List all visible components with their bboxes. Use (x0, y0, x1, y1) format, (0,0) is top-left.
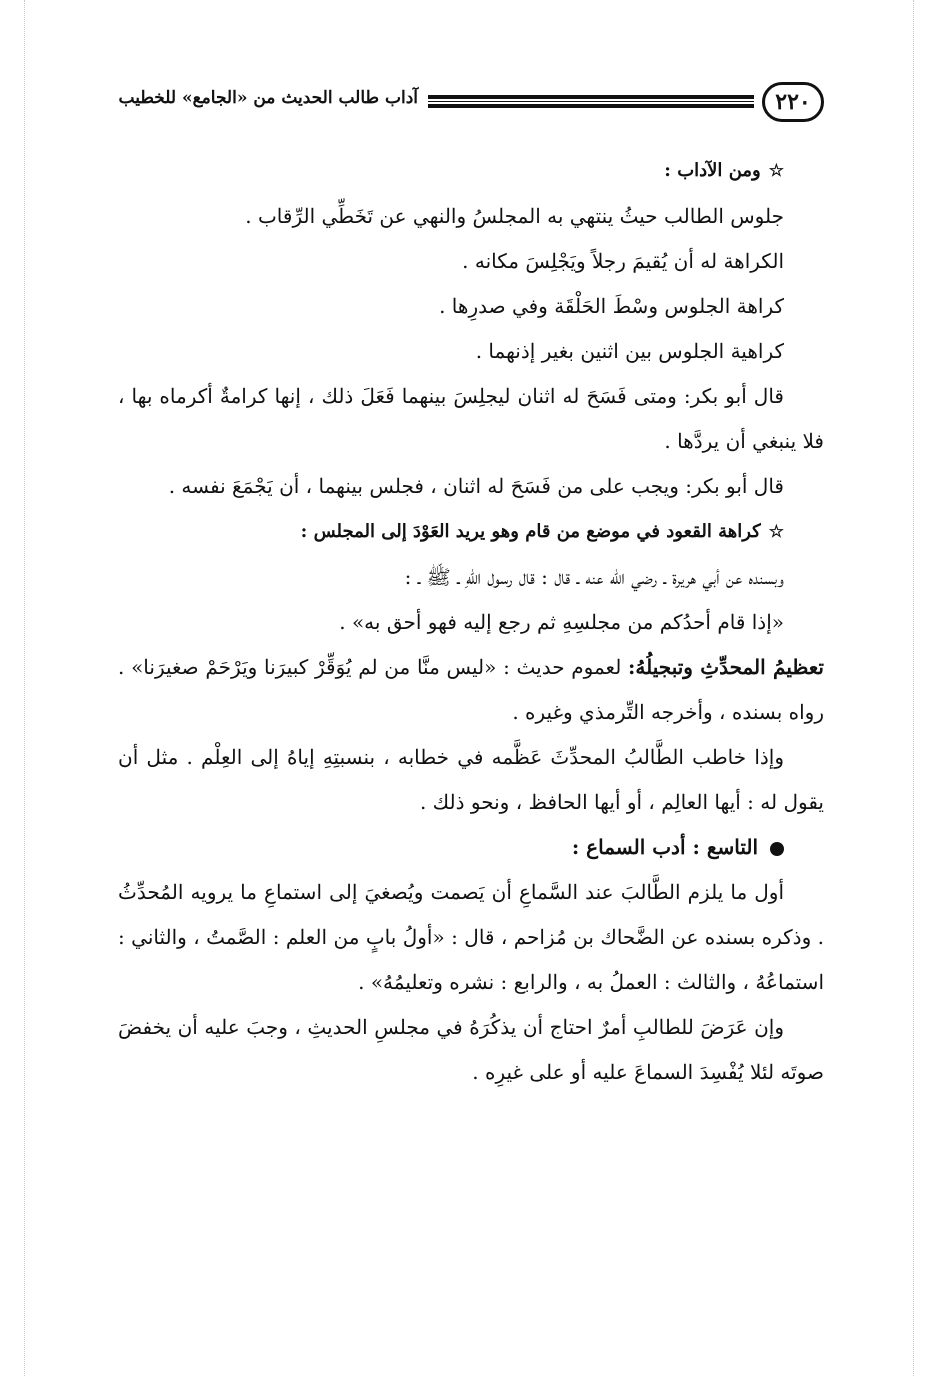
paragraph: كراهة الجلوس وسْطَ الحَلْقَة وفي صدرِها . (439, 294, 784, 318)
scan-edge-right (913, 0, 914, 1376)
paragraph: كراهية الجلوس بين اثنين بغير إذنهما . (475, 339, 784, 363)
paragraph: جلوس الطالب حيثُ ينتهي به المجلسُ والنهي عن تَخَطِّي الرِّقاب . (245, 204, 784, 228)
page-number: ٢٢٠ (762, 82, 824, 122)
page-header (118, 82, 824, 128)
page-body (118, 148, 824, 1095)
header-rule (428, 95, 754, 108)
hadith-quote: «إذا قام أحدُكم من مجلسِهِ ثم رجع إليه فهو أحق به» . (339, 610, 784, 634)
paragraph: وإن عَرَضَ للطالبِ أمرٌ احتاج أن يذكُرَهُ في مجلسِ الحديثِ ، وجبَ عليه أن يخفضَ صوتَه لئلا يُفْسِدَ السماعَ عليه أو على غيرِه . (118, 1015, 824, 1084)
paragraph: قال أبو بكر: ومتى فَسَحَ له اثنان ليجلِسَ بينهما فَعَلَ ذلك ، إنها كرامةٌ أكرماه بها ، فلا ينبغي أن يردَّها . (118, 384, 824, 453)
bullet-icon (770, 842, 784, 856)
paragraph: قال أبو بكر: ويجب على من فَسَحَ له اثنان ، فجلس بينهما ، أن يَجْمَعَ نفسه . (168, 474, 784, 498)
scan-edge-left (24, 0, 25, 1376)
section-heading: ☆كراهة القعود في موضع من قام وهو يريد العَوْدَ إلى المجلس : (300, 521, 784, 542)
paragraph: أول ما يلزم الطَّالبَ عند السَّماعِ أن يَصمت ويُصغيَ إلى استماعِ ما يرويه المُحدِّثُ . وذكره بسنده عن الضَّحاك بن مُزاحم ، قال : «أولُ بابٍ من العلم : الصَّمتُ ، والثاني : استماعُهُ ، والثالث : العملُ به ، والرابع : نشره وتعليمُهُ» . (118, 880, 824, 994)
running-title: آداب طالب الحديث من «الجامع» للخطيب (118, 88, 418, 108)
paragraph: وإذا خاطب الطَّالبُ المحدِّثَ عَظَّمه في خطابه ، بنسبتِهِ إياهُ إلى العِلْم . مثل أن يقول له : أيها العالِم ، أو أيها الحافظ ، ونحو ذلك . (118, 745, 824, 814)
star-icon: ☆ (768, 522, 784, 542)
bold-lead: تعظيمُ المحدِّثِ وتبجيلُهُ: (628, 655, 824, 679)
star-icon: ☆ (768, 161, 784, 181)
paragraph: تعظيمُ المحدِّثِ وتبجيلُهُ: لعموم حديث : «ليس منَّا من لم يُوَقِّرْ كبيرَنا ويَرْحَمْ صغيرَنا» . رواه بسنده ، وأخرجه التِّرمذي وغيره . (118, 655, 824, 724)
chapter-heading: التاسع : أدب السماع : (118, 825, 824, 870)
paragraph: وبسنده عن أبي هريرة ـ رضي الله عنه ـ قال : قال رسول اللهِ ـ ﷺ ـ : (404, 565, 784, 589)
section-heading: ☆ومن الآداب : (664, 160, 784, 181)
paragraph: الكراهة له أن يُقيمَ رجلاً ويَجْلِسَ مكانه . (462, 249, 784, 273)
